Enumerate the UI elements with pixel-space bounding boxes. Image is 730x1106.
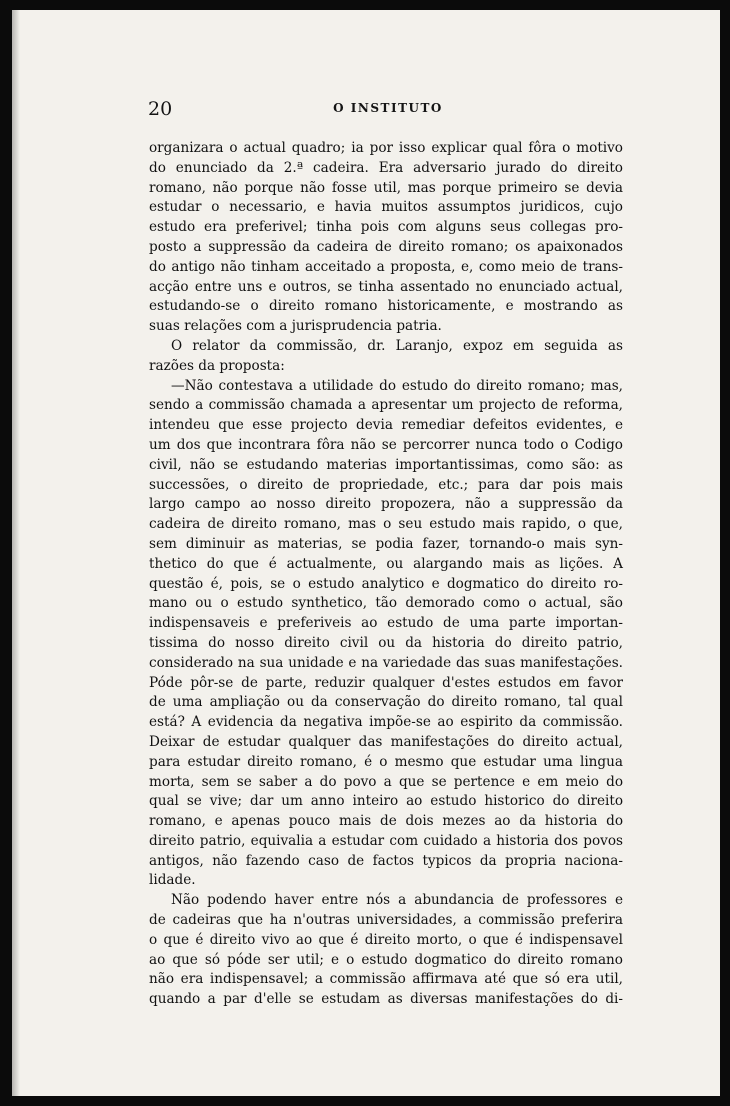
text-line: posto a suppressão da cadeira de direito romano; os apaixonados [149, 238, 623, 255]
text-line: morta, sem se saber a do povo a que se pertence e em meio do [149, 773, 623, 790]
text-line: civil, não se estudando materias importantissimas, como são: as [149, 456, 623, 473]
text-line: de uma ampliação ou da conservação do direito romano, tal qual [149, 694, 623, 711]
text-line: —Não contestava a utilidade do estudo do direito romano; mas, [171, 377, 623, 394]
text-line: organizara o actual quadro; ia por isso explicar qual fôra o motivo [149, 140, 623, 156]
text-line: suas relações com a jurisprudencia patria. [149, 318, 442, 335]
text-line: lidade. [149, 872, 196, 889]
text-line: direito patrio, equivalia a estudar com cuidado a historia dos povos [149, 832, 623, 849]
text-line: questão é, pois, se o estudo analytico e dogmatico do direito ro- [149, 575, 623, 592]
text-line: mano ou o estudo synthetico, tão demorado como o actual, são [149, 595, 623, 612]
text-line: sem diminuir as materias, se podia fazer, tornando-o mais syn- [149, 535, 623, 552]
text-line: o que é direito vivo ao que é direito morto, o que é indispensavel [149, 931, 623, 948]
running-title: O INSTITUTO [333, 101, 443, 115]
text-line: não era indispensavel; a commissão affirmava até que só era util, [149, 971, 623, 988]
page-number: 20 [148, 98, 173, 120]
text-line: Deixar de estudar qualquer das manifestações do direito actual, [149, 733, 623, 750]
page-edge-shadow [12, 10, 20, 1096]
text-line: successões, o direito de propriedade, etc.; para dar pois mais [149, 476, 623, 493]
text-line: de cadeiras que ha n'outras universidades, a commissão preferira [149, 912, 623, 929]
text-line: largo campo ao nosso direito propozera, não a suppressão da [149, 496, 623, 513]
text-line: um dos que incontrara fôra não se percorrer nunca todo o Codigo [149, 436, 623, 453]
text-line: razões da proposta: [149, 357, 285, 374]
text-line: antigos, não fazendo caso de factos typicos da propria naciona- [149, 852, 623, 869]
text-line: qual se vive; dar um anno inteiro ao estudo historico do direito [149, 793, 623, 810]
text-line: para estudar direito romano, é o mesmo que estudar uma lingua [149, 753, 623, 770]
text-line: quando a par d'elle se estudam as diversas manifestações do di- [149, 991, 623, 1008]
text-line: do enunciado da 2.ª cadeira. Era adversario jurado do direito [149, 159, 623, 176]
text-line: cadeira de direito romano, mas o seu estudo mais rapido, o que, [149, 516, 623, 533]
text-line: considerado na sua unidade e na variedade das suas manifestações. [149, 654, 623, 671]
body-text [149, 139, 623, 1010]
text-line: intendeu que esse projecto devia remediar defeitos evidentes, e [149, 417, 623, 434]
text-line: ao que só póde ser util; e o estudo dogmatico do direito romano [149, 951, 623, 968]
text-line: Póde pôr-se de parte, reduzir qualquer d'estes estudos em favor [149, 674, 623, 691]
page-header [148, 98, 628, 128]
text-line: romano, não porque não fosse util, mas porque primeiro se devia [149, 179, 623, 196]
text-line: acção entre uns e outros, se tinha assentado no enunciado actual, [149, 278, 623, 295]
text-line: tissima do nosso direito civil ou da historia do direito patrio, [149, 634, 623, 651]
text-line: estudo era preferivel; tinha pois com alguns seus collegas pro- [149, 219, 623, 236]
text-line: do antigo não tinham acceitado a proposta, e, como meio de trans- [149, 258, 623, 275]
text-line: romano, e apenas pouco mais de dois mezes ao da historia do [149, 813, 623, 830]
text-line: estudando-se o direito romano historicamente, e mostrando as [149, 298, 623, 315]
text-line: O relator da commissão, dr. Laranjo, expoz em seguida as [171, 337, 623, 354]
text-line: estudar o necessario, e havia muitos assumptos juridicos, cujo [149, 199, 623, 216]
text-line: Não podendo haver entre nós a abundancia de professores e [171, 892, 623, 909]
book-page [12, 10, 720, 1096]
text-line: está? A evidencia da negativa impõe-se ao espirito da commissão. [149, 714, 623, 731]
text-line: sendo a commissão chamada a apresentar um projecto de reforma, [149, 397, 623, 414]
text-line: indispensaveis e preferiveis ao estudo de uma parte importan- [149, 615, 623, 632]
text-line: thetico do que é actualmente, ou alargando mais as lições. A [149, 555, 623, 572]
